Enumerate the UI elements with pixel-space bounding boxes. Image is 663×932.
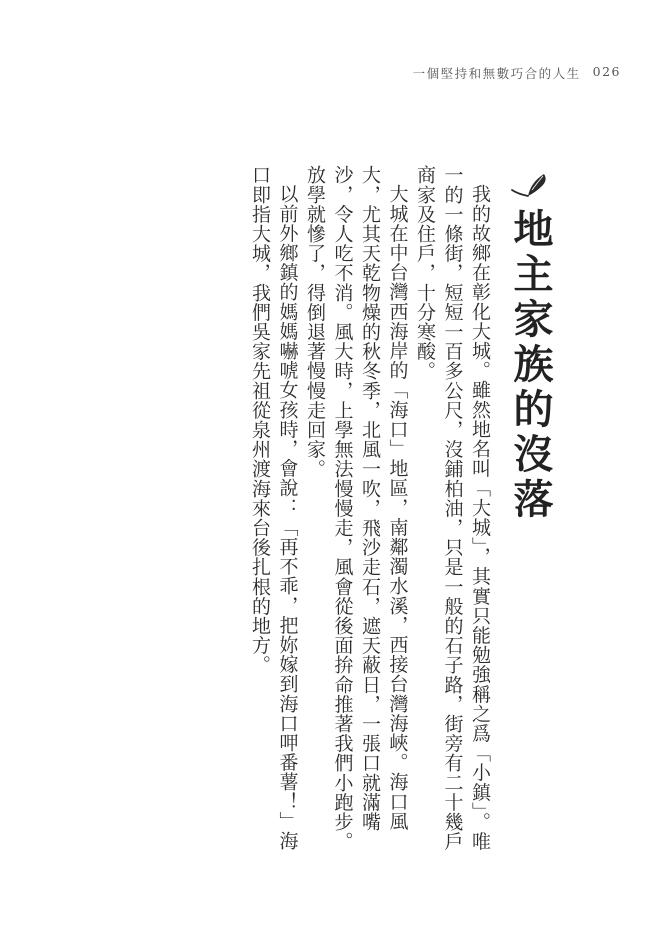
book-title: 一個堅持和無數巧合的人生: [412, 66, 581, 81]
paragraph: 以前外鄉鎮的媽媽嚇唬女孩時，會說：「再不乖，把妳嫁到海口呷番薯！」海口即指大城，我們吳家先祖從泉州渡海來台後扎根的地方。: [249, 165, 299, 851]
chapter-title: 地主家族的沒落: [507, 208, 554, 523]
ginkgo-leaf-icon: [508, 170, 550, 198]
body-text: [246, 165, 494, 865]
paragraph: 我的故鄉在彰化大城。雖然地名叫「大城」，其實只能勉強稱之爲「小鎮」。唯一的一條街，短短一百多公尺，沒鋪柏油，只是一般的石子路，街旁有二十幾戶商家及住戶，十分寒酸。: [414, 165, 491, 851]
paragraph: 大城在中台灣西海岸的「海口」地區，南鄰濁水溪，西接台灣海峽。海口風大，尤其天乾物燥的秋冬季，北風一吹，飛沙走石，遮天蔽日，一張口就滿嘴沙，令人吃不消。風大時，上學無法慢慢走，風會從後面拚命推著我們小跑步。放學就慘了，得倒退著慢慢走回家。: [304, 165, 409, 851]
running-header: [413, 64, 621, 82]
page-number: 026: [592, 64, 621, 79]
